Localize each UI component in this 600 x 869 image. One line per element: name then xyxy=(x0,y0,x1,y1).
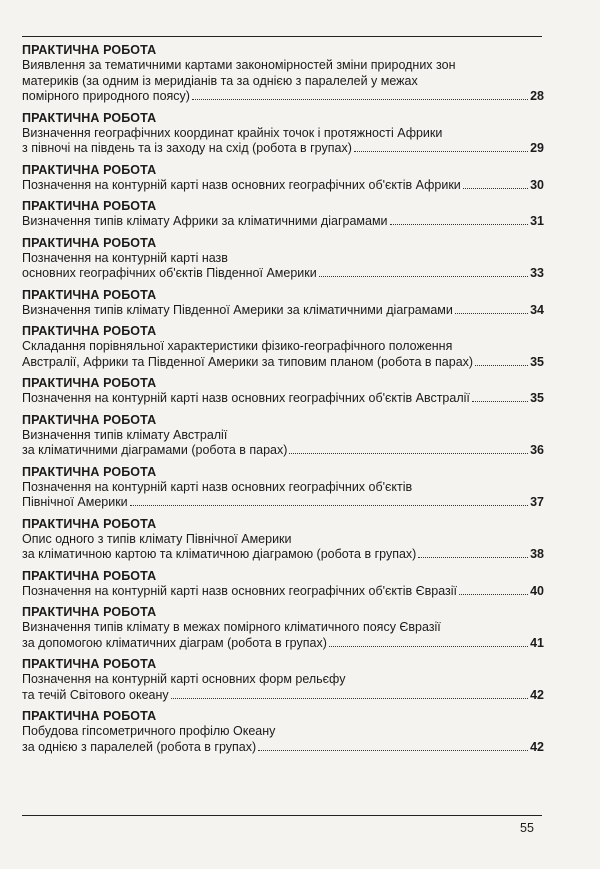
entry-heading: ПРАКТИЧНА РОБОТА xyxy=(22,709,157,723)
dot-leader xyxy=(463,188,528,189)
entry-title-line: Позначення на контурній карті основних форм рельєфу xyxy=(22,672,346,686)
entry-title-line: Складання порівняльної характеристики фізико-географічного положення xyxy=(22,339,453,353)
dot-leader xyxy=(289,453,528,454)
entry-title-line: Північної Америки xyxy=(22,495,128,509)
toc-entry xyxy=(22,288,544,319)
entry-title-line: Позначення на контурній карті назв основних географічних об'єктів Євразії xyxy=(22,583,457,598)
entry-heading: ПРАКТИЧНА РОБОТА xyxy=(22,235,157,250)
entry-page-number: 37 xyxy=(530,495,544,509)
entry-final-line xyxy=(22,355,544,371)
dot-leader xyxy=(258,750,528,751)
dot-leader xyxy=(390,224,529,225)
entry-title-line: помірного природного поясу) xyxy=(22,89,190,103)
entry-title-line: Визначення географічних координат крайніх точок і протяжності Африки xyxy=(22,125,443,140)
entry-page-number: 33 xyxy=(530,266,544,280)
entry-heading: ПРАКТИЧНА РОБОТА xyxy=(22,605,157,619)
entry-page-number: 36 xyxy=(530,443,544,457)
entry-heading: ПРАКТИЧНА РОБОТА xyxy=(22,464,157,479)
dot-leader xyxy=(329,646,528,647)
toc-entry xyxy=(22,43,544,105)
entry-title-line: Побудова гіпсометричного профілю Океану xyxy=(22,724,276,738)
entry-title-line: за допомогою кліматичних діаграм (робота в групах) xyxy=(22,635,327,650)
entry-page-number: 35 xyxy=(530,391,544,405)
entry-final-line xyxy=(22,214,544,230)
entry-title-line: з півночі на південь та із заходу на схід (робота в групах) xyxy=(22,141,352,155)
dot-leader xyxy=(475,365,528,366)
entry-page-number: 40 xyxy=(530,583,544,598)
entry-final-line xyxy=(22,547,544,563)
entry-page-number: 42 xyxy=(530,739,544,754)
dot-leader xyxy=(171,698,528,699)
entry-heading: ПРАКТИЧНА РОБОТА xyxy=(22,162,157,177)
entry-final-line xyxy=(22,495,544,511)
entry-title-line: Позначення на контурній карті назв основних географічних об'єктів xyxy=(22,479,413,494)
entry-final-line xyxy=(22,688,544,704)
toc-entry xyxy=(22,199,544,230)
dot-leader xyxy=(192,99,528,100)
entry-page-number: 31 xyxy=(530,214,544,228)
toc-entry xyxy=(22,163,544,194)
entry-page-number: 28 xyxy=(530,89,544,103)
dot-leader xyxy=(354,151,528,152)
entry-final-line xyxy=(22,584,544,600)
entry-title-line: Позначення на контурній карті назв xyxy=(22,250,228,265)
toc-entry xyxy=(22,569,544,600)
entry-title-line: Визначення типів клімату в межах помірного кліматичного поясу Євразії xyxy=(22,620,441,634)
entry-title-line: за однією з паралелей (робота в групах) xyxy=(22,739,257,754)
entry-heading: ПРАКТИЧНА РОБОТА xyxy=(22,110,157,125)
entry-heading: ПРАКТИЧНА РОБОТА xyxy=(22,412,157,427)
entry-final-line xyxy=(22,391,544,407)
entry-title-line: Опис одного з типів клімату Північної Америки xyxy=(22,531,292,546)
entry-title-line: за кліматичними діаграмами (робота в парах) xyxy=(22,443,288,457)
entry-heading: ПРАКТИЧНА РОБОТА xyxy=(22,324,157,338)
entry-heading: ПРАКТИЧНА РОБОТА xyxy=(22,287,157,302)
toc-entry xyxy=(22,657,544,703)
toc-entry xyxy=(22,111,544,157)
entry-title-line: та течій Світового океану xyxy=(22,687,169,702)
entry-final-line xyxy=(22,303,544,319)
entry-page-number: 41 xyxy=(530,635,544,650)
toc-entry xyxy=(22,324,544,370)
toc-entry xyxy=(22,413,544,459)
toc-entry xyxy=(22,517,544,563)
top-rule xyxy=(22,36,542,37)
entry-heading: ПРАКТИЧНА РОБОТА xyxy=(22,657,157,671)
entry-final-line xyxy=(22,443,544,459)
entry-final-line xyxy=(22,740,544,756)
entry-title-line: за кліматичною картою та кліматичною діаграмою (робота в групах) xyxy=(22,547,417,561)
entry-page-number: 30 xyxy=(530,177,544,192)
entry-page-number: 29 xyxy=(530,141,544,155)
entry-final-line xyxy=(22,89,544,105)
entry-final-line xyxy=(22,178,544,194)
entry-page-number: 35 xyxy=(530,354,544,369)
page-number: 55 xyxy=(520,821,534,835)
dot-leader xyxy=(455,313,528,314)
entry-title-line: Австралії, Африки та Південної Америки за типовим планом (робота в парах) xyxy=(22,354,474,369)
entry-title-line: Визначення типів клімату Південної Америки за кліматичними діаграмами xyxy=(22,302,453,317)
entry-title-line: Виявлення за тематичними картами закономірностей зміни природних зон xyxy=(22,58,456,72)
entry-title-line: Позначення на контурній карті назв основних географічних об'єктів Австралії xyxy=(22,391,470,405)
toc-entry xyxy=(22,465,544,511)
entry-heading: ПРАКТИЧНА РОБОТА xyxy=(22,516,157,531)
entry-final-line xyxy=(22,636,544,652)
dot-leader xyxy=(319,276,528,277)
entry-heading: ПРАКТИЧНА РОБОТА xyxy=(22,376,157,390)
entry-title-line: Визначення типів клімату Австралії xyxy=(22,427,228,442)
entry-title-line: Визначення типів клімату Африки за кліматичними діаграмами xyxy=(22,214,388,228)
toc-entry xyxy=(22,236,544,282)
entry-title-line: основних географічних об'єктів Південної Америки xyxy=(22,266,317,280)
dot-leader xyxy=(459,594,528,595)
entry-page-number: 34 xyxy=(530,302,544,317)
entry-title-line: материків (за одним із меридіанів та за однією з паралелей у межах xyxy=(22,73,418,88)
dot-leader xyxy=(472,401,528,402)
bottom-rule xyxy=(22,815,542,816)
entry-final-line xyxy=(22,141,544,157)
entry-page-number: 38 xyxy=(530,547,544,561)
entry-heading: ПРАКТИЧНА РОБОТА xyxy=(22,199,157,213)
dot-leader xyxy=(418,557,528,558)
table-of-contents xyxy=(22,43,544,761)
toc-entry xyxy=(22,605,544,651)
entry-heading: ПРАКТИЧНА РОБОТА xyxy=(22,568,157,583)
entry-title-line: Позначення на контурній карті назв основних географічних об'єктів Африки xyxy=(22,177,461,192)
toc-entry xyxy=(22,709,544,755)
entry-heading: ПРАКТИЧНА РОБОТА xyxy=(22,43,157,57)
entry-final-line xyxy=(22,266,544,282)
toc-entry xyxy=(22,376,544,407)
dot-leader xyxy=(130,505,528,506)
entry-page-number: 42 xyxy=(530,687,544,702)
